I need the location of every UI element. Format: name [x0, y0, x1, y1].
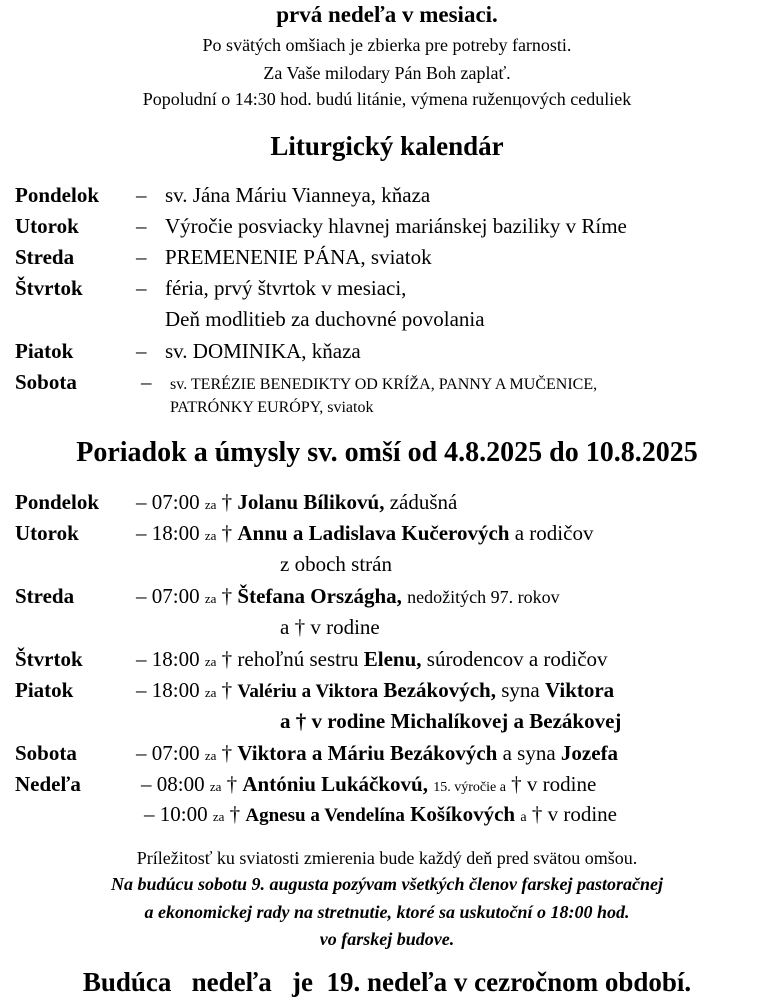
- cross: †: [221, 678, 233, 702]
- intention-name: Viktora: [544, 678, 615, 702]
- confession-note: Príležitosť ku sviatosti zmierenia bude každý deň pred svätou omšou.: [136, 848, 638, 868]
- cal-entry: sv. DOMINIKA, kňaza: [165, 339, 361, 363]
- mass-day-sobota: Sobota: [15, 741, 77, 765]
- mass-line: [144, 802, 617, 827]
- intention-note: a rodičov: [514, 521, 594, 545]
- mass-line: [136, 647, 608, 672]
- meeting-note: Na budúcu sobotu 9. augusta pozývam všetkých členov farskej pastoračnej: [111, 874, 663, 894]
- mass-day-utorok: Utorok: [15, 521, 79, 545]
- cal-entry: Deň modlitieb za duchovné povolania: [165, 307, 485, 331]
- cal-day-utorok: Utorok: [15, 214, 79, 238]
- cal-day-piatok: Piatok: [15, 339, 74, 363]
- intention-cont: z oboch strán: [280, 552, 392, 576]
- dash: –: [136, 678, 147, 702]
- intention-note: 15. výročie a: [433, 780, 506, 795]
- dash: –: [136, 490, 147, 514]
- cal-dash: –: [136, 276, 147, 300]
- cal-dash: –: [136, 183, 147, 207]
- cross: †: [221, 647, 233, 671]
- mass-line: [136, 741, 618, 766]
- intention-note: v rodine: [547, 802, 617, 826]
- intention: Antóniu Lukáčkovú,: [242, 772, 428, 796]
- za: za: [204, 528, 217, 543]
- cal-day-sobota: Sobota: [15, 370, 77, 394]
- dash: –: [136, 647, 147, 671]
- cal-day-streda: Streda: [15, 245, 75, 269]
- intention-name: Elenu,: [363, 647, 422, 671]
- mass-line: [136, 521, 593, 546]
- mass-day-pondelok: Pondelok: [15, 490, 100, 514]
- intention-note: a syna: [502, 741, 556, 765]
- litany-note: Popoludní o 14:30 hod. budú litánie, výmena ruženцových ceduliek: [142, 89, 632, 109]
- cal-entry: sv. Jána Máriu Vianneya, kňaza: [165, 183, 431, 207]
- cal-dash: –: [141, 370, 152, 394]
- mass-line: [136, 584, 560, 609]
- za: za: [212, 809, 225, 824]
- mass-day-streda: Streda: [15, 584, 75, 608]
- collection-note: Po svätých omšiach je zbierka pre potreby farnosti.: [202, 35, 572, 55]
- cal-entry: sv. TERÉZIE BENEDIKTY OD KRÍŽA, PANNY A MUČENICE,: [170, 376, 598, 393]
- meeting-note: vo farskej budove.: [319, 929, 455, 949]
- cross: †: [229, 802, 241, 826]
- mass-time: 08:00: [156, 772, 205, 796]
- cal-entry: Výročie posviacky hlavnej mariánskej baziliky v Ríme: [165, 214, 627, 238]
- dash: –: [136, 584, 147, 608]
- intention-note: zádušná: [389, 490, 458, 514]
- mass-time: 18:00: [151, 647, 200, 671]
- dash: –: [136, 521, 147, 545]
- heading-first-sunday: prvá nedeľa v mesiaci.: [276, 2, 498, 27]
- thanks-note: Za Vaše milodary Pán Boh zaplať.: [263, 63, 511, 83]
- dash: –: [141, 772, 152, 796]
- intention-note: nedožitých 97. rokov: [407, 587, 560, 607]
- mass-time: 07:00: [151, 490, 200, 514]
- intention-note: syna: [501, 678, 540, 702]
- za: za: [204, 497, 217, 512]
- intention: Viktora a Máriu Bezákových: [237, 741, 498, 765]
- masses-title: Poriadok a úmysly sv. omší od 4.8.2025 do 10.8.2025: [76, 437, 698, 468]
- cross: †: [221, 584, 233, 608]
- mass-day-stvrtok: Štvrtok: [15, 647, 83, 671]
- mass-time: 07:00: [151, 584, 200, 608]
- za: za: [209, 779, 222, 794]
- intention-note: a: [520, 810, 527, 825]
- intention: Valériu a Viktora: [237, 681, 379, 702]
- mass-time: 07:00: [151, 741, 200, 765]
- intention-cont: a † v rodine: [280, 615, 380, 639]
- mass-line: [141, 772, 596, 797]
- cal-dash: –: [136, 245, 147, 269]
- mass-line: [136, 678, 614, 703]
- mass-time: 18:00: [151, 521, 200, 545]
- intention: Agnesu a Vendelína: [245, 805, 405, 826]
- intention: Annu a Ladislava Kučerových: [237, 521, 510, 545]
- next-sunday-note: Budúca nedeľa je 19. nedeľa v cezročnom období.: [82, 967, 692, 997]
- mass-day-nedela: Nedeľa: [15, 772, 81, 796]
- intention: Štefana Országha,: [237, 584, 402, 608]
- mass-time: 18:00: [151, 678, 200, 702]
- cal-day-stvrtok: Štvrtok: [15, 276, 83, 300]
- cross: †: [221, 521, 233, 545]
- cross: †: [531, 802, 543, 826]
- cal-entry: PREMENENIE PÁNA, sviatok: [165, 245, 432, 269]
- cal-dash: –: [136, 214, 147, 238]
- cal-entry: féria, prvý štvrtok v mesiaci,: [165, 276, 407, 300]
- intention-cont: a † v rodine Michalíkovej a Bezákovej: [280, 709, 622, 733]
- dash: –: [144, 802, 155, 826]
- cal-dash: –: [136, 339, 147, 363]
- intention: Jolanu Bílikovú,: [237, 490, 385, 514]
- intention-name: Bezákových,: [383, 678, 496, 702]
- cross: †: [511, 772, 522, 796]
- cross: †: [226, 772, 238, 796]
- cal-day-pondelok: Pondelok: [15, 183, 100, 207]
- za: za: [204, 654, 217, 669]
- cross: †: [221, 741, 233, 765]
- za: za: [204, 685, 217, 700]
- intention: rehoľnú sestru: [237, 647, 359, 671]
- intention-note: v rodine: [526, 772, 597, 796]
- dash: –: [136, 741, 147, 765]
- mass-line: [136, 490, 457, 515]
- mass-day-piatok: Piatok: [15, 678, 74, 702]
- intention-note: súrodencov a rodičov: [426, 647, 608, 671]
- za: za: [204, 591, 217, 606]
- cross: †: [221, 490, 233, 514]
- mass-time: 10:00: [159, 802, 208, 826]
- za: za: [204, 748, 217, 763]
- cal-entry: PATRÓNKY EURÓPY, sviatok: [170, 399, 374, 416]
- meeting-note: a ekonomickej rady na stretnutie, ktoré sa uskutoční o 18:00 hod.: [144, 902, 630, 922]
- intention-name: Jozefa: [560, 741, 619, 765]
- calendar-title: Liturgický kalendár: [270, 131, 504, 161]
- intention-name: Košíkových: [410, 802, 516, 826]
